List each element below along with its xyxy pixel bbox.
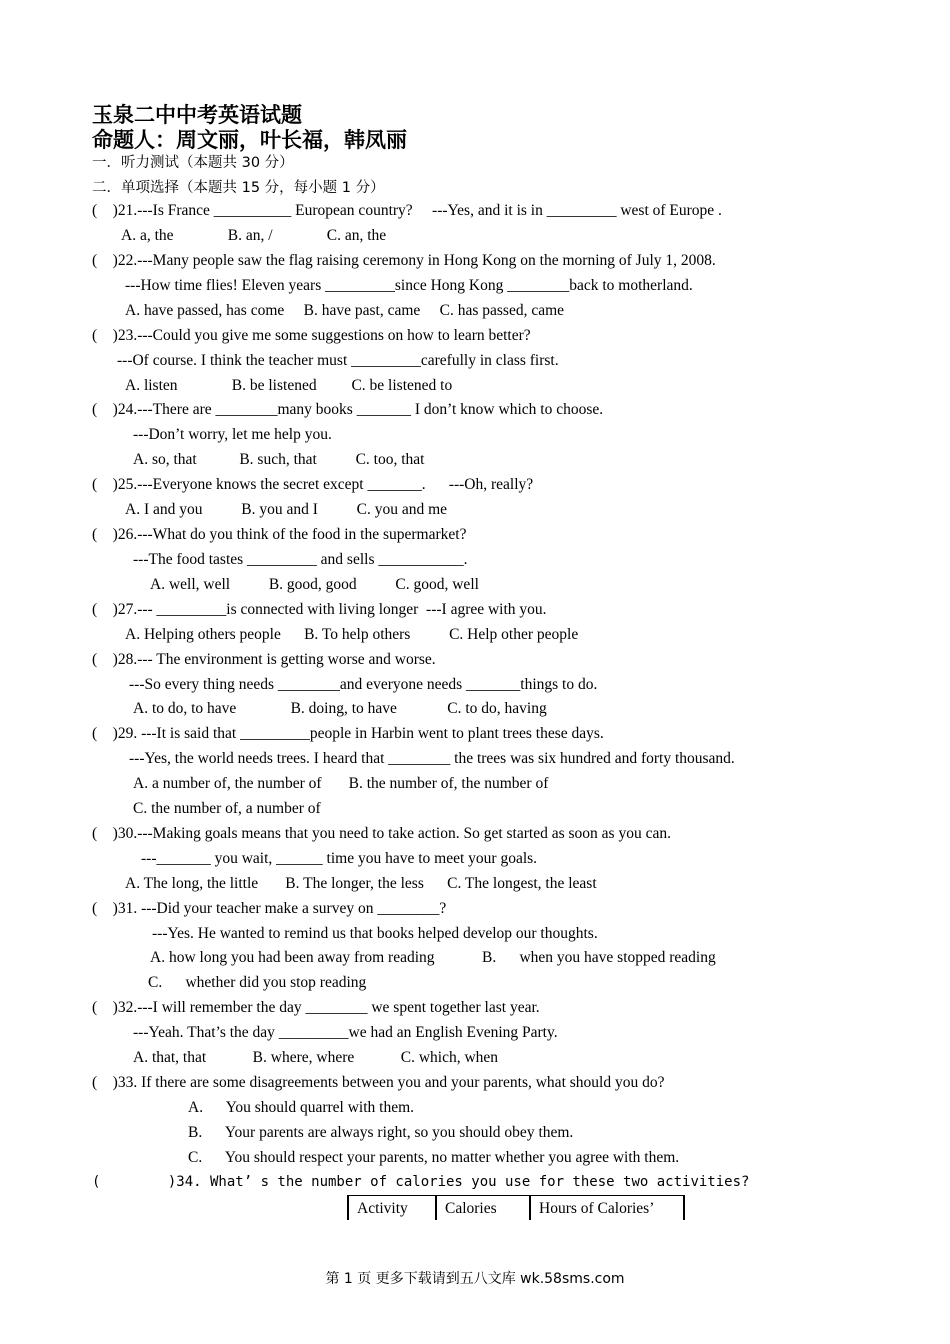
question-22-options: A. have passed, has come B. have past, came C. has passed, came <box>125 302 565 319</box>
question-23-stem: ( )23.---Could you give me some suggestions on how to learn better? <box>92 327 531 344</box>
question-34-table <box>347 1195 685 1220</box>
question-29-stem: ( )29. ---It is said that _________people in Harbin went to plant trees these days. <box>92 725 604 742</box>
exam-title: 玉泉二中中考英语试题 <box>92 103 302 127</box>
question-30-line2: ---_______ you wait, ______ time you have to meet your goals. <box>141 850 538 867</box>
question-33-option-b: B. Your parents are always right, so you should obey them. <box>188 1124 574 1141</box>
question-31-line2: ---Yes. He wanted to remind us that books helped develop our thoughts. <box>152 925 598 942</box>
question-21-options: A. a, the B. an, / C. an, the <box>121 227 387 244</box>
section-single-choice: 二．单项选择（本题共 15 分，每小题 1 分） <box>92 180 385 196</box>
question-31-option-c: C. whether did you stop reading <box>148 974 367 991</box>
question-21-stem: ( )21.---Is France __________ European country? ---Yes, and it is in _________ west of Europe . <box>92 202 722 219</box>
question-26-options: A. well, well B. good, good C. good, well <box>150 576 479 593</box>
table-header-cell: Hours of Calories’ <box>530 1196 684 1221</box>
exam-authors: 命题人：周文丽，叶长福，韩凤丽 <box>92 128 407 152</box>
question-33-stem: ( )33. If there are some disagreements between you and your parents, what should you do? <box>92 1074 665 1091</box>
question-27-options: A. Helping others people B. To help others C. Help other people <box>125 626 579 643</box>
question-30-options: A. The long, the little B. The longer, the less C. The longest, the least <box>125 875 597 892</box>
question-22-line2: ---How time flies! Eleven years _________since Hong Kong ________back to motherland. <box>125 277 693 294</box>
question-23-line2: ---Of course. I think the teacher must _________carefully in class first. <box>117 352 559 369</box>
question-27-stem: ( )27.--- _________is connected with living longer ---I agree with you. <box>92 601 547 618</box>
question-34-stem: ( )34. What’ s the number of calories you use for these two activities? <box>92 1174 750 1190</box>
table-header-cell: Calories <box>436 1196 530 1221</box>
question-24-stem: ( )24.---There are ________many books _______ I don’t know which to choose. <box>92 401 604 418</box>
question-28-line2: ---So every thing needs ________and everyone needs _______things to do. <box>129 676 598 693</box>
question-32-line2: ---Yeah. That’s the day _________we had an English Evening Party. <box>133 1024 558 1041</box>
question-31-stem: ( )31. ---Did your teacher make a survey on ________? <box>92 900 447 917</box>
question-29-line2: ---Yes, the world needs trees. I heard that ________ the trees was six hundred and forty thousand. <box>129 750 735 767</box>
question-24-options: A. so, that B. such, that C. too, that <box>133 451 425 468</box>
section-listening: 一．听力测试（本题共 30 分） <box>92 155 294 171</box>
question-33-option-a: A. You should quarrel with them. <box>188 1099 415 1116</box>
table-header-row <box>348 1196 684 1221</box>
question-29-options: A. a number of, the number of B. the number of, the number of <box>133 775 549 792</box>
question-32-options: A. that, that B. where, where C. which, when <box>133 1049 499 1066</box>
question-30-stem: ( )30.---Making goals means that you need to take action. So get started as soon as you can. <box>92 825 671 842</box>
question-24-line2: ---Don’t worry, let me help you. <box>133 426 332 443</box>
question-33-option-c: C. You should respect your parents, no matter whether you agree with them. <box>188 1149 680 1166</box>
question-32-stem: ( )32.---I will remember the day ________ we spent together last year. <box>92 999 540 1016</box>
question-22-stem: ( )22.---Many people saw the flag raising ceremony in Hong Kong on the morning of July 1, 2008. <box>92 252 716 269</box>
question-26-stem: ( )26.---What do you think of the food in the supermarket? <box>92 526 467 543</box>
question-28-options: A. to do, to have B. doing, to have C. to do, having <box>133 700 547 717</box>
question-25-stem: ( )25.---Everyone knows the secret except _______. ---Oh, really? <box>92 476 534 493</box>
question-31-option-a: A. how long you had been away from reading <box>150 949 435 966</box>
question-25-options: A. I and you B. you and I C. you and me <box>125 501 448 518</box>
question-31-option-b: B. when you have stopped reading <box>482 949 716 966</box>
question-26-line2: ---The food tastes _________ and sells ___________. <box>133 551 468 568</box>
question-28-stem: ( )28.--- The environment is getting worse and worse. <box>92 651 436 668</box>
table-header-cell: Activity <box>348 1196 436 1221</box>
page-footer: 第 1 页 更多下载请到五八文库 wk.58sms.com <box>325 1271 625 1287</box>
question-29-options-2: C. the number of, a number of <box>133 800 321 817</box>
question-23-options: A. listen B. be listened C. be listened to <box>125 377 453 394</box>
